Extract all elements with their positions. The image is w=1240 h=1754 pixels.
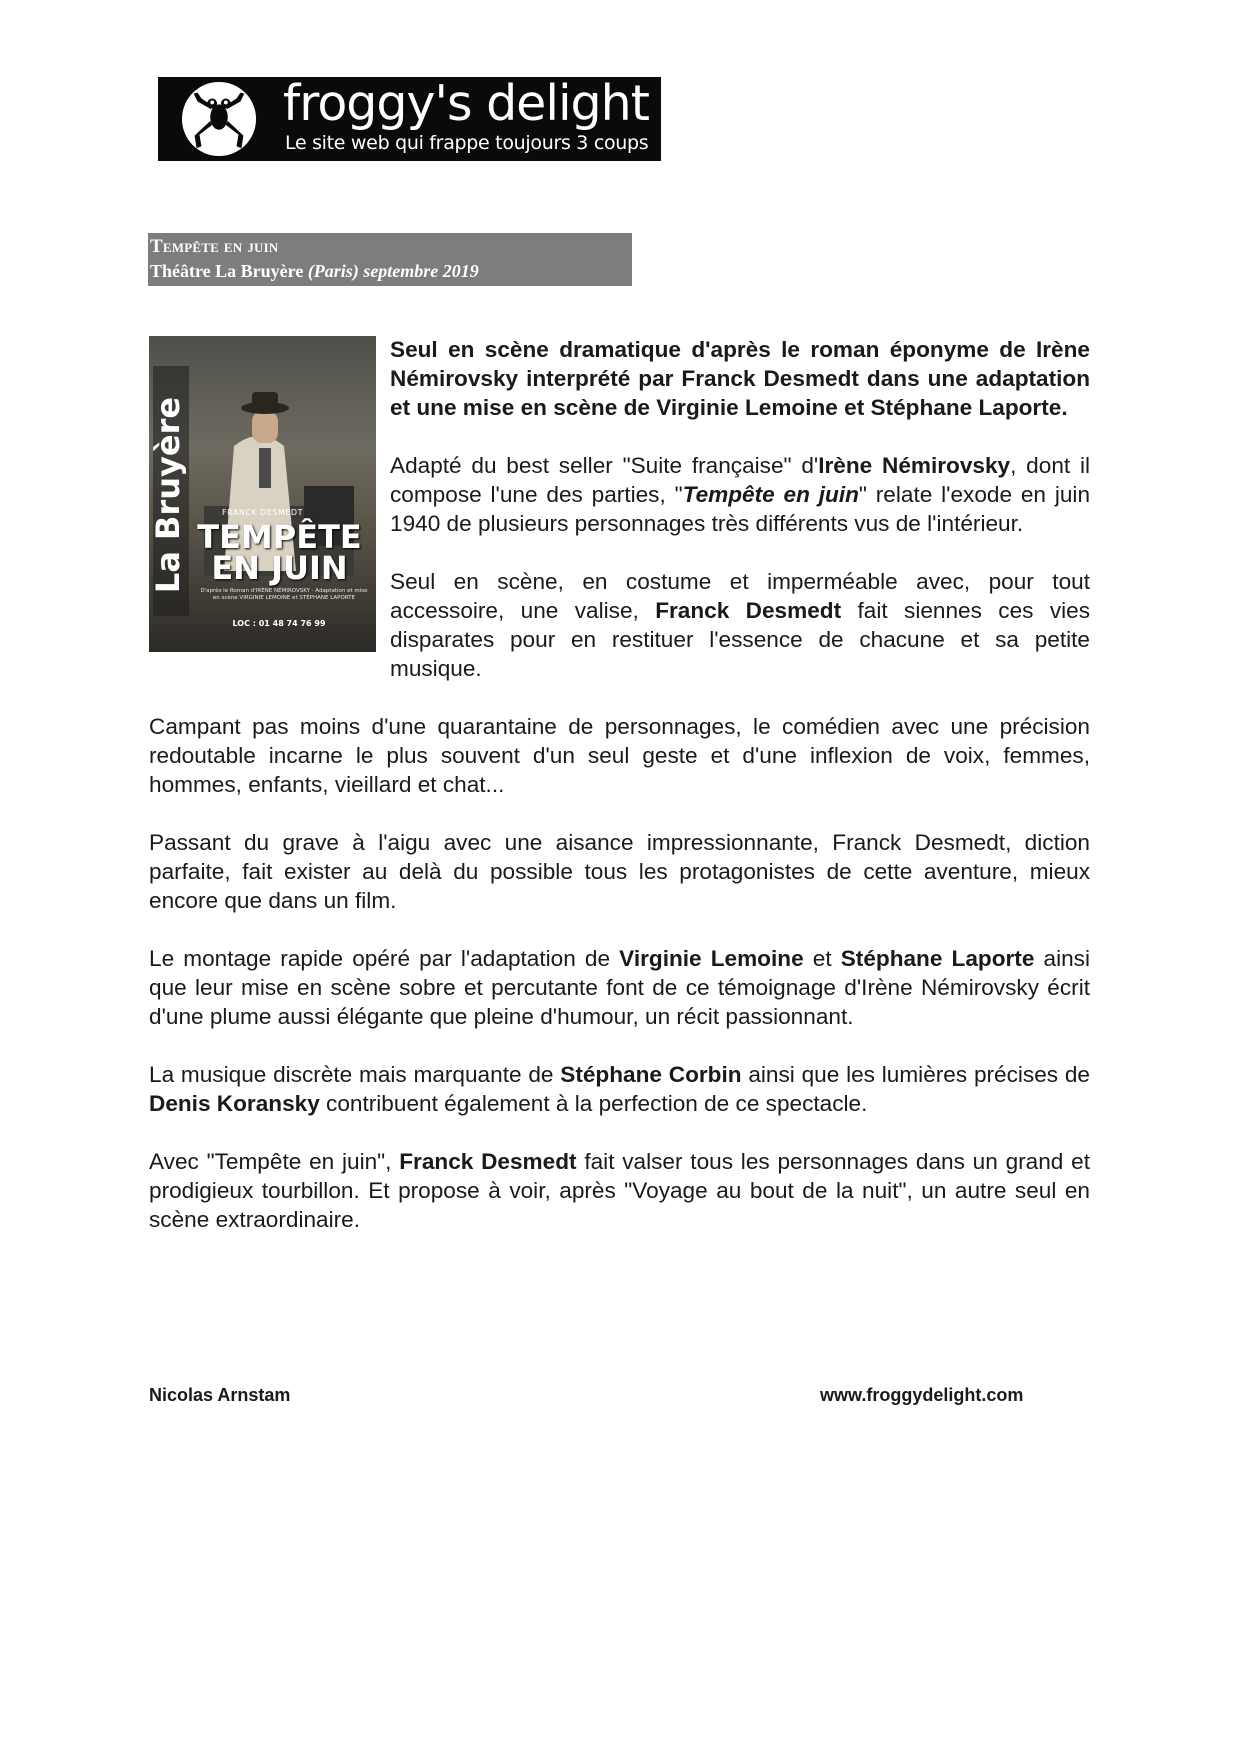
poster-vertical-text: La Bruyère (149, 396, 187, 594)
date: septembre 2019 (363, 261, 479, 281)
article-header (148, 233, 632, 286)
paragraph-5: Passant du grave à l'aigu avec une aisance impressionnante, Franck Desmedt, diction parfaite, fait exister au delà du possible tous les protagonistes de cette aventure, mieux encore que dans un film. (149, 830, 1090, 913)
city: (Paris) (307, 261, 359, 281)
paragraph-6: Le montage rapide opéré par l'adaptation de Virginie Lemoine et Stéphane Laporte ainsi que leur mise en scène sobre et percutante font de ce témoignage d'Irène Némirovsky écrit d'une plume aussi élégante que pleine d'humour, un récit passionnant. (149, 946, 1090, 1029)
frog-icon (180, 80, 258, 158)
poster-spacer (149, 335, 390, 659)
article-venue-line (150, 261, 479, 282)
lead-paragraph: Seul en scène dramatique d'après le roman éponyme de Irène Némirovsky interprété par Franck Desmedt dans une adaptation et une mise en scène de Virginie Lemoine et Stéphane Laporte. (390, 337, 1090, 420)
paragraph-4: Campant pas moins d'une quarantaine de personnages, le comédien avec une précision redoutable incarne le plus souvent d'un seul geste et d'une inflexion de voix, femmes, hommes, enfants, vieillard et chat... (149, 714, 1090, 797)
poster-title-line1: TEMPÊTE (197, 518, 362, 556)
author-name: Nicolas Arnstam (149, 1385, 291, 1405)
paragraph-8: Avec "Tempête en juin", Franck Desmedt fait valser tous les personnages dans un grand et prodigieux tourbillon. Et propose à voir, après "Voyage au bout de la nuit", un autre seul en scène extraordinaire. (149, 1149, 1090, 1232)
site-url-link[interactable]: www.froggydelight.com (820, 1385, 1024, 1405)
article-title: Tempête en juin (150, 236, 279, 257)
paragraph-3: Seul en scène, en costume et imperméable avec, pour tout accessoire, une valise, Franck Desmedt fait siennes ces vies disparates pour en restituer l'essence de chacune et sa petite musique. (390, 569, 1091, 681)
poster-actor-name: FRANCK DESMEDT (222, 508, 303, 517)
paragraph-7: La musique discrète mais marquante de Stéphane Corbin ainsi que les lumières précises de Denis Koransky contribuent également à la perfection de ce spectacle. (149, 1062, 1090, 1116)
poster-credits: D'après le Roman d'IRÈNE NÉMIROVSKY · Adaptation et mise en scène VIRGINIE LEMOINE et STÉPHANE LAPORTE (200, 588, 368, 601)
logo-tagline: Le site web qui frappe toujours 3 coups (285, 132, 649, 154)
venue: Théâtre La Bruyère (150, 261, 304, 281)
site-logo[interactable] (158, 77, 661, 161)
poster-booking: LOC : 01 48 74 76 99 (232, 619, 326, 628)
article-body (149, 335, 1090, 1263)
logo-title: froggy's delight (283, 77, 649, 132)
poster-title-line2: EN JUIN (211, 549, 348, 587)
paragraph-2: Adapté du best seller "Suite française" d'Irène Némirovsky, dont il compose l'une des parties, "Tempête en juin" relate l'exode en juin 1940 de plusieurs personnages très différents vus de l'intérieur. (390, 453, 1091, 536)
